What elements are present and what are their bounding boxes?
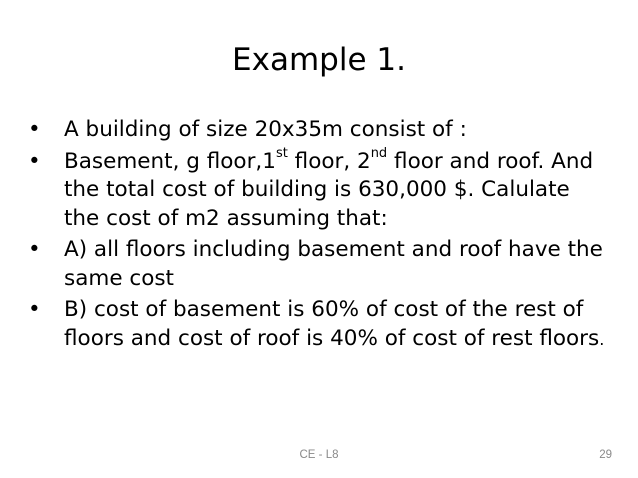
bullet-text: B) cost of basement is 60% of cost of the rest of floors and cost of roof is 40% of cost of rest floors xyxy=(64,297,600,351)
bullet-text-part-3: floor and roof. And the total cost of building is 630,000 $. Calulate the cost of m2 assuming that: xyxy=(64,148,594,231)
page-number: 29 xyxy=(599,449,612,461)
ordinal-superscript-nd: nd xyxy=(370,146,388,162)
bullet-item-4 xyxy=(26,296,606,354)
footer-label: CE - L8 xyxy=(299,449,339,461)
slide-title: Example 1. xyxy=(232,42,406,78)
bullet-item-3 xyxy=(26,236,606,293)
bullet-item-2 xyxy=(26,148,606,234)
ordinal-superscript-st: st xyxy=(275,146,288,162)
bullet-marker: • xyxy=(28,237,41,262)
bullet-text-part-1: Basement, g floor,1 xyxy=(64,148,276,174)
bullet-item-1 xyxy=(26,116,606,145)
bullet-marker: • xyxy=(28,117,41,142)
bullet-marker: • xyxy=(28,148,41,174)
bullet-text: A) all floors including basement and roof have the same cost xyxy=(64,237,603,291)
bullet-list xyxy=(26,116,606,357)
bullet-text-part-2: floor, 2 xyxy=(287,148,371,174)
bullet-text-end: . xyxy=(599,329,605,349)
bullet-text: A building of size 20x35m consist of : xyxy=(64,117,467,142)
bullet-marker: • xyxy=(28,297,41,322)
